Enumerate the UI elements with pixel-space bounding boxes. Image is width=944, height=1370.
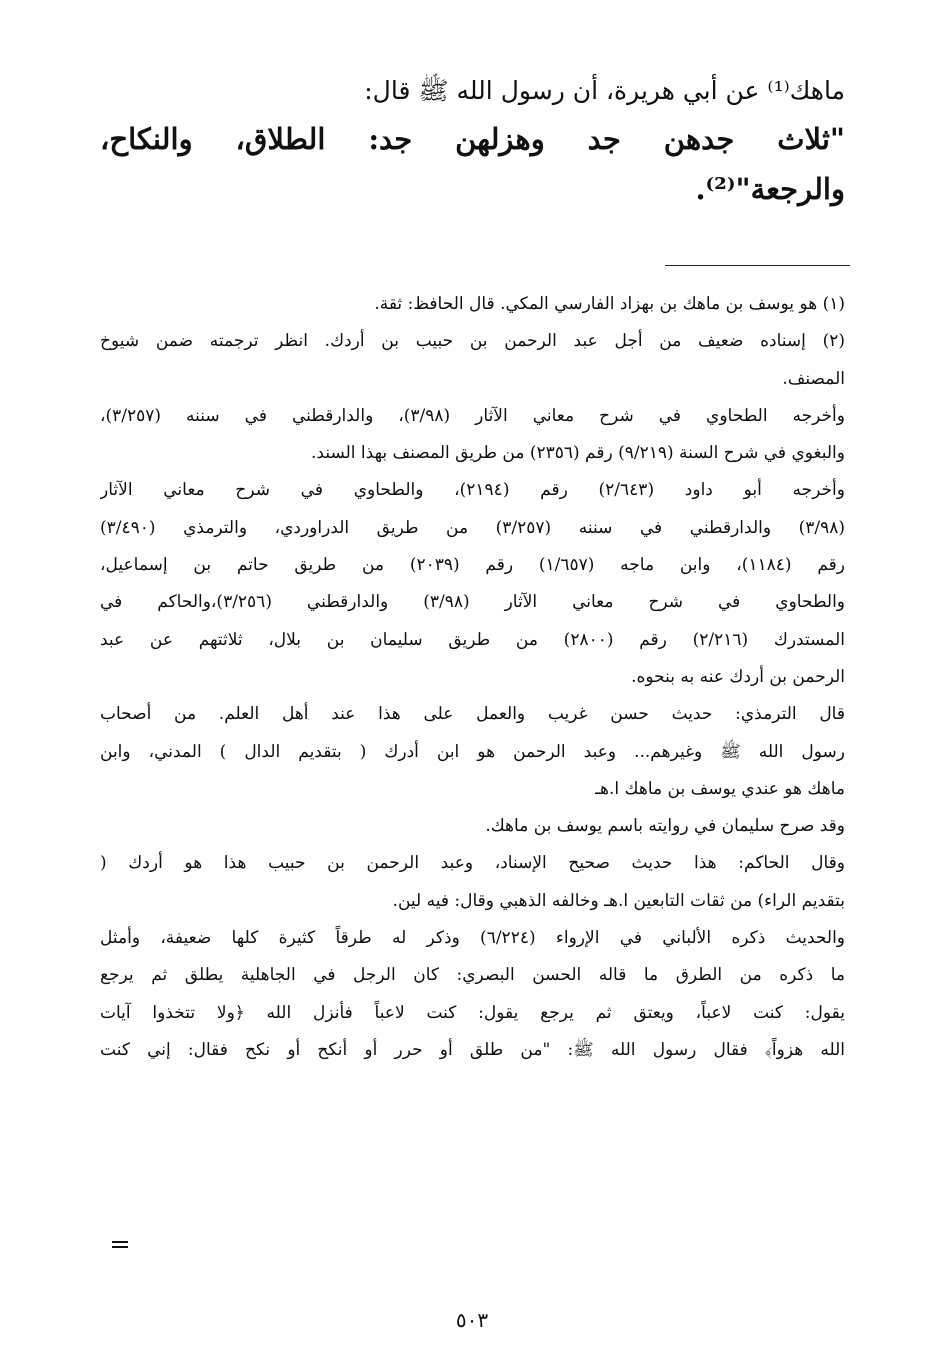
page-number: ٥٠٣ [455,1308,489,1332]
footnote-line: قال الترمذي: حديث حسن غريب والعمل على هذا عند أهل العلم. من أصحاب [100,704,845,725]
footnote-line: المستدرك (٢/٢١٦) رقم (٢٨٠٠) من طريق سليمان بن بلال، ثلاثتهم عن عبد [100,629,845,650]
footnote-line: بتقديم الراء) من ثقات التابعين ا.هـ وخالفه الذهبي وقال: فيه لين. [392,890,845,911]
footnote-line: رسول الله ﷺ وغيرهم... وعبد الرحمن هو ابن أدرك ( بتقديم الدال ) المدني، وابن [100,741,845,762]
footnote-2: (٢) إسناده ضعيف من أجل عبد الرحمن بن حبيب بن أردك. انظر ترجمته ضمن شيوخ [100,331,845,352]
footnote-line: ماهك هو عندي يوسف بن ماهك ا.هـ [595,778,845,799]
footnote-line: المصنف. [782,368,845,389]
footnotes [100,286,845,1069]
hadith-quote-line: والرجعة"⁽²⁾. [695,172,845,206]
footnote-line: رقم (١١٨٤)، وابن ماجه (١/٦٥٧) رقم (٢٠٣٩) من طريق حاتم بن إسماعيل، [100,555,845,576]
footnote-divider [665,265,850,266]
footnote-line: ما ذكره من الطرق ما قاله الحسن البصري: كان الرجل في الجاهلية يطلق ثم يرجع [100,965,845,986]
continuation-mark [112,1241,128,1251]
footnote-line: والبغوي في شرح السنة (٩/٢١٩) رقم (٢٣٥٦) من طريق المصنف بهذا السند. [311,443,845,464]
footnote-1: (١) هو يوسف بن ماهك بن بهزاد الفارسي المكي. قال الحافظ: ثقة. [374,294,845,314]
hadith-quote-line: "ثلاث جدهن جد وهزلهن جد: الطلاق، والنكاح، [100,122,845,156]
footnote-line: والحديث ذكره الألباني في الإرواء (٦/٢٢٤) وذكر له طرقاً كثيرة كلها ضعيفة، وأمثل [100,928,845,949]
footnote-line: وأخرجه أبو داود (٢/٦٤٣) رقم (٢١٩٤)، والطحاوي في شرح معاني الآثار [100,480,845,501]
footnote-line: الله هزواً﴾ فقال رسول الله ﷺ: "من طلق أو حرر أو أنكح أو نكح فقال: إني كنت [100,1039,845,1060]
footnote-line: وأخرجه الطحاوي في شرح معاني الآثار (٣/٩٨)، والدارقطني في سننه (٣/٢٥٧)، [100,405,845,426]
main-text-line: ماهك⁽¹⁾ عن أبي هريرة، أن رسول الله ﷺ قال: [364,76,845,105]
footnote-line: والطحاوي في شرح معاني الآثار (٣/٩٨) والدارقطني (٣/٢٥٦)،والحاكم في [100,592,845,613]
footnote-line: وقد صرح سليمان في روايته باسم يوسف بن ماهك. [485,816,845,837]
footnote-line: يقول: كنت لاعباً، ويعتق ثم يرجع يقول: كنت لاعباً فأنزل الله ﴿ولا تتخذوا آيات [100,1002,845,1023]
main-text [100,68,845,214]
footnote-line: (٣/٩٨) والدارقطني في سننه (٣/٢٥٧) من طريق الدراوردي، والترمذي (٣/٤٩٠) [100,517,845,538]
footnote-line: الرحمن بن أردك عنه به بنحوه. [631,666,845,687]
footnote-line: وقال الحاكم: هذا حديث صحيح الإسناد، وعبد الرحمن بن حبيب هذا هو أردك ( [100,853,845,874]
